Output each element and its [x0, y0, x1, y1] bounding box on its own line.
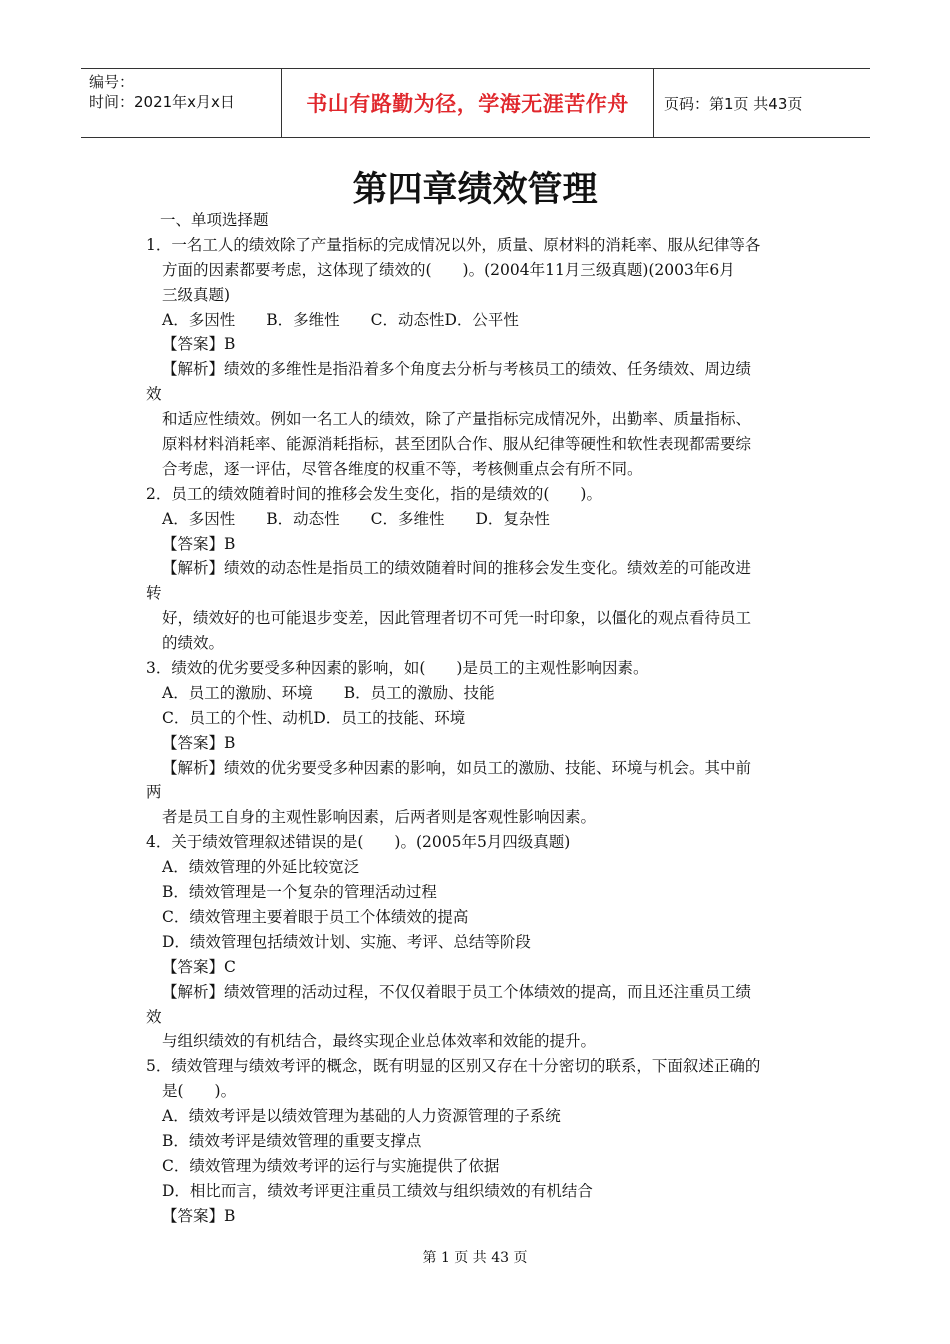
- text-line: A．绩效考评是以绩效管理为基础的人力资源管理的子系统: [162, 1107, 561, 1126]
- text-line: B．绩效管理是一个复杂的管理活动过程: [162, 883, 437, 902]
- text-line: 【解析】绩效的多维性是指沿着多个角度去分析与考核员工的绩效、任务绩效、周边绩: [162, 360, 752, 379]
- chapter-title: 第四章绩效管理: [352, 170, 598, 210]
- header-motto: 书山有路勤为径，学海无涯苦作舟: [306, 92, 629, 116]
- header-page-cell: [654, 69, 870, 137]
- text-line: A．多因性 B．多维性 C．动态性D．公平性: [162, 310, 519, 329]
- text-line: C．员工的个性、动机D．员工的技能、环境: [162, 708, 466, 727]
- text-line: 2．员工的绩效随着时间的推移会发生变化，指的是绩效的( )。: [146, 484, 602, 503]
- text-line: B．绩效考评是绩效管理的重要支撑点: [162, 1131, 422, 1150]
- text-line: 原料材料消耗率、能源消耗指标，甚至团队合作、服从纪律等硬性和软性表现都需要综: [162, 435, 752, 454]
- text-line: 与组织绩效的有机结合，最终实现企业总体效率和效能的提升。: [162, 1032, 597, 1051]
- page-footer: 第 1 页 共 43 页: [422, 1250, 528, 1266]
- text-line: 转: [146, 584, 162, 603]
- text-line: 合考虑，逐一评估，尽管各维度的权重不等，考核侧重点会有所不同。: [162, 459, 643, 478]
- text-line: 和适应性绩效。例如一名工人的绩效，除了产量指标完成情况外，出勤率、质量指标、: [162, 410, 752, 429]
- text-line: 【答案】B: [162, 1206, 236, 1225]
- document-body: [146, 208, 816, 1229]
- text-line: 效: [146, 385, 162, 404]
- text-line: A．绩效管理的外延比较宽泛: [162, 858, 360, 877]
- text-line: 5．绩效管理与绩效考评的概念，既有明显的区别又存在十分密切的联系，下面叙述正确的: [146, 1057, 761, 1076]
- text-line: 效: [146, 1007, 162, 1026]
- header-motto-cell: [281, 69, 654, 137]
- text-line: 两: [146, 783, 162, 802]
- text-line: 【答案】B: [162, 733, 236, 752]
- text-line: 好，绩效好的也可能退步变差，因此管理者切不可凭一时印象，以僵化的观点看待员工: [162, 609, 752, 628]
- text-line: 三级真题): [162, 285, 231, 304]
- text-line: C．绩效管理为绩效考评的运行与实施提供了依据: [162, 1156, 500, 1175]
- text-line: A．多因性 B．动态性 C．多维性 D．复杂性: [162, 509, 550, 528]
- text-line: 4．关于绩效管理叙述错误的是( )。(2005年5月四级真题): [146, 833, 571, 852]
- text-line: 是( )。: [162, 1082, 237, 1101]
- header-meta: [81, 69, 281, 137]
- text-line: C．绩效管理主要着眼于员工个体绩效的提高: [162, 907, 469, 926]
- text-line: 【解析】绩效的动态性是指员工的绩效随着时间的推移会发生变化。绩效差的可能改进: [162, 559, 752, 578]
- text-line: 方面的因素都要考虑，这体现了绩效的( )。(2004年11月三级真题)(2003年6月: [162, 260, 735, 279]
- text-line: 一、单项选择题: [160, 211, 269, 229]
- header-time-label: 时间：2021年x月x日: [89, 93, 235, 111]
- text-line: D．相比而言，绩效考评更注重员工绩效与组织绩效的有机结合: [162, 1181, 593, 1200]
- text-line: 3．绩效的优劣要受多种因素的影响，如( )是员工的主观性影响因素。: [146, 659, 649, 678]
- text-line: 【答案】B: [162, 335, 236, 354]
- text-line: 者是员工自身的主观性影响因素，后两者则是客观性影响因素。: [162, 808, 597, 827]
- text-line: 【答案】B: [162, 534, 236, 553]
- text-line: 【解析】绩效管理的活动过程，不仅仅着眼于员工个体绩效的提高，而且还注重员工绩: [162, 982, 752, 1001]
- text-line: 【解析】绩效的优劣要受多种因素的影响，如员工的激励、技能、环境与机会。其中前: [162, 758, 752, 777]
- header-code-label: 编号：: [89, 73, 135, 91]
- text-line: 1．一名工人的绩效除了产量指标的完成情况以外，质量、原材料的消耗率、服从纪律等各: [146, 235, 761, 254]
- text-line: A．员工的激励、环境 B．员工的激励、技能: [162, 683, 495, 702]
- page-header-table: [81, 68, 870, 138]
- text-line: D．绩效管理包括绩效计划、实施、考评、总结等阶段: [162, 932, 531, 951]
- text-line: 的绩效。: [162, 634, 225, 653]
- header-page-info: 页码：第1页 共43页: [664, 94, 803, 113]
- text-line: 【答案】C: [162, 957, 236, 976]
